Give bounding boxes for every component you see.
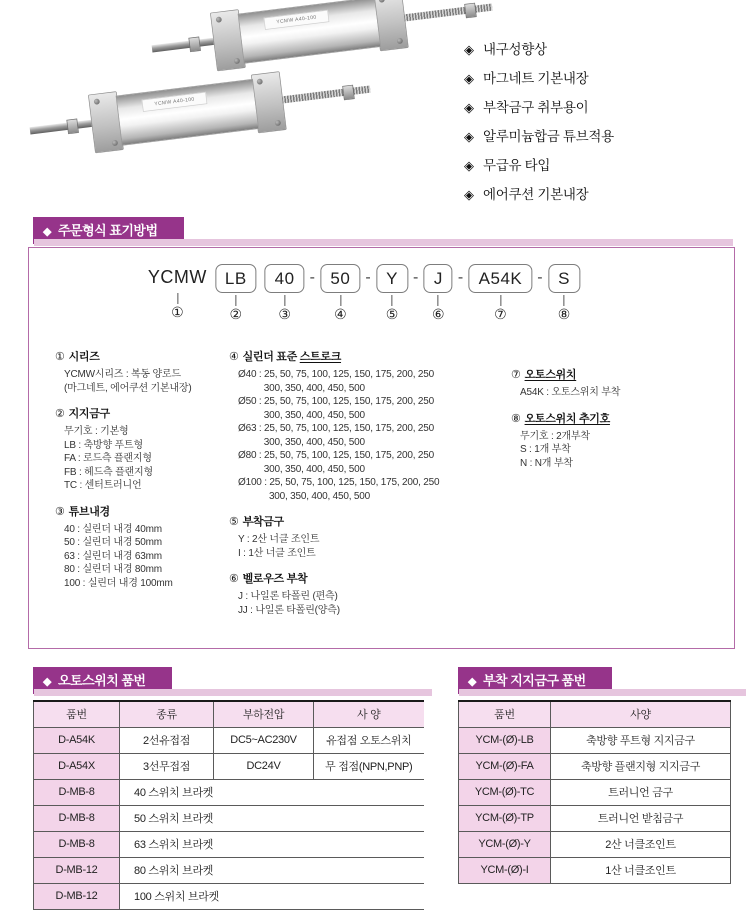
legend-line: Ø63 : 25, 50, 75, 100, 125, 150, 175, 200, 250 [238, 423, 434, 434]
feature-item [464, 100, 614, 116]
column-header: 사 양 [314, 701, 424, 728]
leader-line [235, 295, 236, 306]
legend-line: 100 : 실린더 내경 100mm [64, 577, 173, 589]
feature-item [464, 71, 614, 87]
legend-title: ⑤ 부착금구 [229, 516, 284, 528]
table-cell: YCM-(Ø)-LB [459, 728, 551, 754]
legend-title: ⑦ 오토스위치 [511, 369, 577, 381]
legend-line: 무기호 : 기본형 [64, 426, 129, 437]
table-row [459, 754, 731, 780]
table-cell: 80 스위치 브라켓 [120, 858, 424, 884]
legend-line: A54K : 오토스위치 부착 [520, 387, 621, 398]
legend-line: N : N개 부착 [520, 457, 573, 469]
legend-line: I : 1산 너클 조인트 [238, 547, 316, 559]
table-row [34, 832, 424, 858]
table-cell: DC24V [214, 754, 314, 780]
legend-line: TC : 센터트러니언 [64, 480, 142, 491]
table-cell: YCM-(Ø)-I [459, 858, 551, 884]
legend-line: 50 : 실린더 내경 50mm [64, 537, 162, 548]
legend-title: ③ 튜브내경 [55, 505, 110, 518]
table-cell: D-MB-12 [34, 884, 120, 910]
table-row [459, 806, 731, 832]
legend-line: YCMW시리즈 : 복동 양로드 [64, 369, 181, 380]
table-cell: 무 접점(NPN,PNP) [314, 754, 424, 780]
table-cell: 2선유접점 [120, 728, 214, 754]
feature-item [464, 158, 614, 174]
diamond-bullet-icon: ◈ [464, 42, 474, 57]
table-cell: D-MB-8 [34, 780, 120, 806]
table-cell: 50 스위치 브라켓 [120, 806, 424, 832]
diamond-icon: ◆ [468, 676, 476, 688]
diamond-bullet-icon: ◈ [464, 158, 474, 173]
code-number: ⑦ [494, 306, 507, 322]
legend-column-3 [511, 366, 721, 480]
feature-item [464, 187, 614, 203]
section-accent-strip [459, 689, 746, 696]
table-header-row [34, 701, 424, 728]
table-cell: 63 스위치 브라켓 [120, 832, 424, 858]
table-row [459, 780, 731, 806]
piston-rod [30, 120, 92, 135]
legend-entry [55, 405, 230, 493]
feature-text: 무급유 타입 [483, 158, 551, 173]
feature-text: 에어쿠션 기본내장 [483, 187, 589, 202]
feature-text: 부착금구 취부용이 [483, 100, 589, 115]
feature-text: 마그네트 기본내장 [483, 71, 589, 86]
section-accent-strip [34, 239, 733, 246]
code-number: ③ [278, 306, 291, 322]
code-number: ⑧ [557, 306, 571, 322]
leader-line [340, 295, 341, 306]
legend-line: 300, 350, 400, 450, 500 [238, 382, 365, 394]
legend-line: 300, 350, 400, 450, 500 [238, 436, 365, 448]
section-title: 오토스위치 품번 [57, 673, 146, 688]
code-segment: 40 ③ [265, 264, 305, 322]
piston-rod [152, 38, 214, 53]
table-cell: YCM-(Ø)-TC [459, 780, 551, 806]
table-cell: 40 스위치 브라켓 [120, 780, 424, 806]
column-header: 사양 [551, 701, 731, 728]
code-segment: S ⑧ [548, 264, 580, 322]
table-cell: 100 스위치 브라켓 [120, 884, 424, 910]
legend-line: 300, 350, 400, 450, 500 [238, 463, 365, 475]
table-cell: 1산 너클조인트 [551, 858, 731, 884]
table-cell: D-MB-8 [34, 806, 120, 832]
code-dash: - [365, 268, 372, 286]
section-title: 부착 지지금구 품번 [482, 673, 586, 688]
code-segment: Y ⑤ [376, 264, 408, 322]
legend-title: ② 지지금구 [55, 408, 110, 420]
product-label: YCMW A40-100 [142, 92, 208, 112]
legend-line: S : 1개 부착 [520, 444, 571, 455]
product-label: YCMW A40-100 [264, 10, 330, 30]
table-cell: 3선무접점 [120, 754, 214, 780]
table-row [34, 858, 424, 884]
table-cell: 트러니언 금구 [551, 780, 731, 806]
code-segment: 50 ④ [320, 264, 360, 322]
bracket-table [458, 700, 731, 884]
code-dash: - [457, 268, 464, 286]
code-number: ⑤ [385, 306, 399, 322]
model-code [144, 264, 584, 322]
code-number: ② [229, 306, 243, 322]
table-cell: DC5~AC230V [214, 728, 314, 754]
table-cell: D-A54X [34, 754, 120, 780]
legend-title: ④ 실린더 표준 스트로크 [229, 351, 342, 363]
column-header: 종류 [120, 701, 214, 728]
legend-line: 무기호 : 2개부착 [520, 430, 590, 442]
leader-line [392, 295, 393, 306]
diamond-bullet-icon: ◈ [464, 100, 474, 115]
legend-title: ⑥ 벨로우즈 부착 [229, 573, 308, 585]
table-cell: 축방향 푸트형 지지금구 [551, 728, 731, 754]
legend-entry [229, 348, 509, 503]
table-cell: 축방향 플랜지형 지지금구 [551, 754, 731, 780]
legend-line: (마그네트, 에어쿠션 기본내장) [64, 382, 192, 394]
rod-nut [342, 85, 354, 101]
table-header-row [459, 701, 731, 728]
table-cell: 2산 너클조인트 [551, 832, 731, 858]
legend-line: 63 : 실린더 내경 63mm [64, 550, 162, 562]
leader-line [438, 295, 439, 306]
leader-line [564, 295, 565, 306]
legend-entry [229, 513, 509, 560]
legend-line: 300, 350, 400, 450, 500 [238, 409, 365, 421]
feature-item [464, 129, 614, 145]
legend-line: Ø40 : 25, 50, 75, 100, 125, 150, 175, 200, 250 [238, 369, 434, 380]
section-accent-strip [34, 689, 432, 696]
table-cell: YCM-(Ø)-FA [459, 754, 551, 780]
order-format-box [28, 247, 735, 649]
code-dash: - [413, 268, 419, 286]
legend-entry [229, 570, 509, 617]
legend-column-2 [229, 348, 509, 627]
piston-rod [402, 4, 493, 22]
legend-entry [511, 366, 721, 400]
table-row [34, 780, 424, 806]
code-segment: LB ② [215, 264, 257, 322]
legend-entry [55, 503, 230, 591]
legend-line: 80 : 실린더 내경 80mm [64, 564, 162, 575]
legend-column-1 [55, 348, 230, 600]
legend-line: Y : 2산 너클 조인트 [238, 534, 320, 545]
legend-line: Ø80 : 25, 50, 75, 100, 125, 150, 175, 200, 250 [238, 450, 434, 461]
legend-line: Ø100 : 25, 50, 75, 100, 125, 150, 175, 200, 250 [238, 477, 440, 488]
code-number: ① [171, 304, 184, 320]
column-header: 품번 [34, 701, 120, 728]
legend-line: 300, 350, 400, 450, 500 [238, 490, 370, 502]
rod-nut [66, 119, 78, 135]
table-row [34, 884, 424, 910]
code-segment: J ⑥ [424, 264, 453, 322]
table-row [34, 754, 424, 780]
section-title: 주문형식 표기방법 [57, 223, 158, 238]
table-row [34, 728, 424, 754]
table-cell: D-MB-12 [34, 858, 120, 884]
column-header: 품번 [459, 701, 551, 728]
legend-line: Ø50 : 25, 50, 75, 100, 125, 150, 175, 200, 250 [238, 396, 434, 407]
legend-entry [511, 410, 721, 471]
feature-text: 내구성향상 [483, 42, 547, 57]
legend-line: FA : 로드측 플랜지형 [64, 453, 152, 464]
feature-list [464, 42, 614, 216]
table-cell: 유접점 오토스위치 [314, 728, 424, 754]
legend-entry [55, 348, 230, 395]
table-cell: YCM-(Ø)-Y [459, 832, 551, 858]
diamond-icon: ◆ [43, 676, 51, 688]
legend-line: JJ : 나일론 타폴린(양측) [238, 604, 340, 616]
code-segment: YCMW ① [147, 267, 207, 320]
table-cell: YCM-(Ø)-TP [459, 806, 551, 832]
cylinder-tube [238, 0, 381, 64]
table-row [459, 858, 731, 884]
cylinder-tube [116, 79, 259, 146]
legend-line: J : 나일론 타폴린 (편측) [238, 591, 338, 602]
diamond-bullet-icon: ◈ [464, 187, 474, 202]
code-number: ⑥ [432, 306, 445, 322]
leader-line [284, 295, 285, 306]
legend-title: ① 시리즈 [55, 351, 100, 363]
diamond-bullet-icon: ◈ [464, 71, 474, 86]
diamond-icon: ◆ [43, 226, 51, 238]
table-cell: D-A54K [34, 728, 120, 754]
table-cell: 트러니언 받침금구 [551, 806, 731, 832]
autoswitch-table [33, 700, 424, 910]
leader-line [177, 293, 178, 304]
code-segment: A54K ⑦ [469, 264, 533, 322]
table-row [459, 728, 731, 754]
code-dash: - [537, 268, 544, 286]
product-photos [0, 0, 460, 215]
feature-item [464, 42, 614, 58]
legend-line: FB : 헤드측 플랜지형 [64, 466, 153, 478]
feature-text: 알루미늄합금 튜브적용 [483, 129, 614, 144]
legend-line: LB : 축방향 푸트형 [64, 439, 143, 451]
legend-line: 40 : 실린더 내경 40mm [64, 523, 162, 535]
diamond-bullet-icon: ◈ [464, 129, 474, 144]
rod-nut [464, 3, 476, 19]
table-cell: D-MB-8 [34, 832, 120, 858]
piston-rod [280, 86, 371, 104]
column-header: 부하전압 [214, 701, 314, 728]
rod-nut [188, 37, 200, 53]
code-dash: - [309, 268, 316, 286]
legend-title: ⑧ 오토스위치 추기호 [511, 412, 610, 425]
table-row [459, 832, 731, 858]
leader-line [500, 295, 501, 306]
table-row [34, 806, 424, 832]
code-number: ④ [334, 306, 347, 322]
